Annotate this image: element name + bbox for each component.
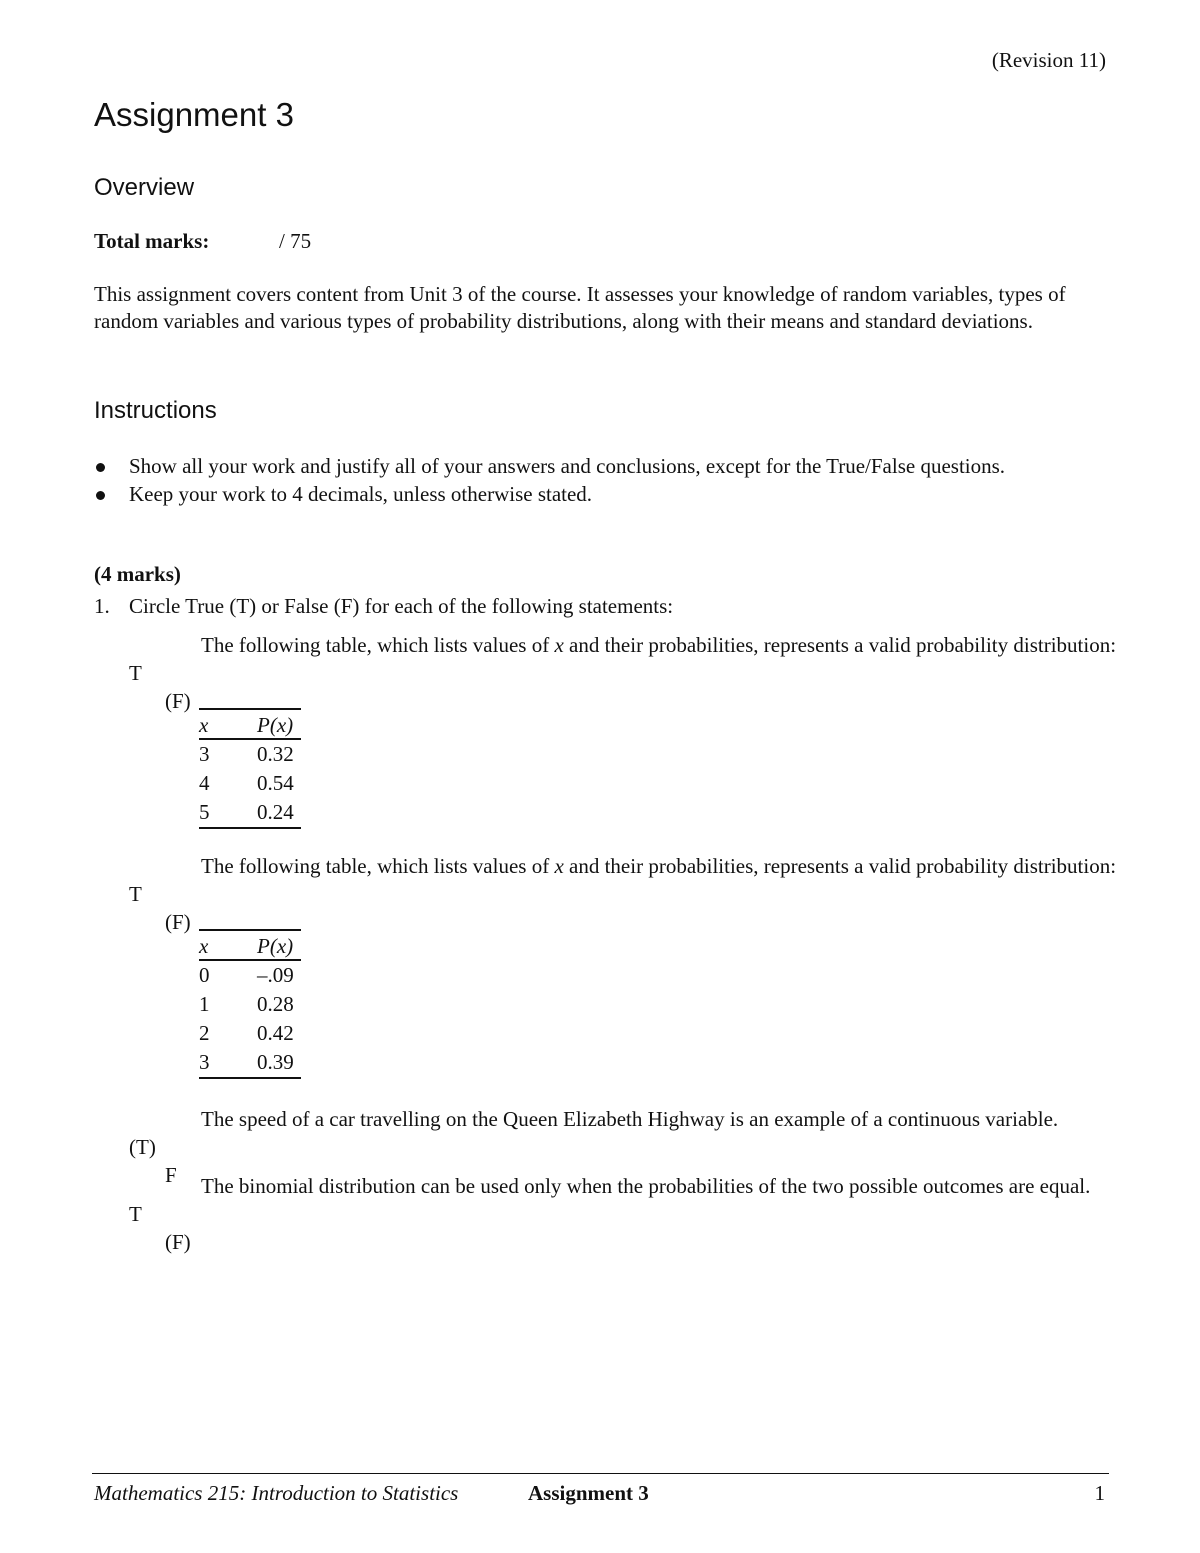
instruction-text: Keep your work to 4 decimals, unless otherwise stated.	[129, 482, 593, 506]
statement-4	[129, 1172, 1119, 1254]
false-option[interactable]: (F)	[165, 910, 191, 934]
document-title: Assignment 3	[94, 96, 294, 133]
question-number: 1.	[94, 594, 110, 618]
list-item	[94, 481, 1114, 508]
true-false-choice	[129, 1172, 191, 1284]
table-row	[199, 769, 301, 798]
statement-1	[129, 631, 1119, 713]
cell-x: 1	[199, 992, 210, 1016]
page-number: 1	[1094, 1481, 1105, 1505]
bullet-icon	[96, 491, 105, 500]
bullet-icon	[96, 463, 105, 472]
column-header-x: x	[199, 930, 257, 960]
statement-text: The binomial distribution can be used only when the probabilities of the two possible outcomes are equal.	[201, 1174, 1091, 1198]
true-option[interactable]: T	[129, 882, 142, 906]
cell-x: 3	[199, 1048, 257, 1078]
footer-course: Mathematics 215: Introduction to Statistics	[94, 1481, 459, 1505]
statement-text	[201, 631, 1119, 659]
statement-text-part: and their probabilities, represents a valid probability distribution:	[563, 854, 1117, 878]
table-row	[199, 990, 301, 1019]
cell-px: –.09	[257, 963, 294, 987]
column-header-px: P(x)	[257, 709, 301, 739]
overview-heading: Overview	[94, 174, 195, 201]
revision-label: (Revision 11)	[991, 48, 1106, 72]
cell-px: 0.42	[257, 1021, 294, 1045]
cell-px: 0.28	[257, 992, 294, 1016]
instruction-text: Show all your work and justify all of your answers and conclusions, except for the True/False questions.	[129, 454, 1006, 478]
true-option[interactable]: T	[129, 1202, 142, 1226]
table-row	[199, 1048, 301, 1078]
question-prompt: Circle True (T) or False (F) for each of the following statements:	[129, 594, 674, 618]
cell-x: 0	[199, 963, 210, 987]
true-false-choice	[129, 852, 191, 964]
statement-text	[201, 852, 1119, 880]
probability-table-1	[199, 708, 301, 829]
instructions-list	[94, 453, 1114, 509]
cell-x: 5	[199, 798, 257, 828]
cell-px: 0.24	[257, 798, 301, 828]
true-option[interactable]: (T)	[129, 1135, 156, 1159]
total-marks-label: Total marks:	[94, 229, 210, 253]
statement-2	[129, 852, 1119, 934]
cell-x: 3	[199, 742, 210, 766]
footer-assignment: Assignment 3	[528, 1481, 649, 1505]
true-false-choice	[129, 631, 191, 743]
cell-x: 4	[199, 771, 210, 795]
cell-x: 2	[199, 1021, 210, 1045]
total-marks-value: / 75	[279, 229, 312, 253]
true-option[interactable]: T	[129, 661, 142, 685]
cell-px: 0.39	[257, 1048, 301, 1078]
probability-table-2	[199, 929, 301, 1079]
variable-x: x	[554, 633, 564, 657]
instructions-heading: Instructions	[94, 397, 217, 424]
false-option[interactable]: (F)	[165, 1230, 191, 1254]
question-1	[94, 594, 673, 619]
table-row	[199, 960, 301, 990]
column-header-x: x	[199, 709, 257, 739]
statement-text-part: and their probabilities, represents a valid probability distribution:	[563, 633, 1117, 657]
question-marks: (4 marks)	[94, 562, 181, 586]
total-marks-row	[94, 229, 311, 254]
footer-divider	[92, 1473, 1109, 1474]
intro-paragraph: This assignment covers content from Unit 3 of the course. It assesses your knowledge of random variables, types of random variables and various types of probability distributions, along with their means and standard deviations.	[94, 282, 1066, 333]
statement-text: The speed of a car travelling on the Queen Elizabeth Highway is an example of a continuous variable.	[201, 1107, 1059, 1131]
statement-text-part: The following table, which lists values of	[201, 633, 555, 657]
table-header-row	[199, 930, 301, 960]
table-row	[199, 798, 301, 828]
table-row	[199, 1019, 301, 1048]
list-item	[94, 453, 1114, 480]
table-header-row	[199, 709, 301, 739]
cell-px: 0.32	[257, 742, 294, 766]
false-option[interactable]: F	[165, 1163, 177, 1187]
statement-text-part: The following table, which lists values of	[201, 854, 555, 878]
variable-x: x	[554, 854, 564, 878]
table-row	[199, 739, 301, 769]
cell-px: 0.54	[257, 771, 294, 795]
column-header-px: P(x)	[257, 930, 301, 960]
false-option[interactable]: (F)	[165, 689, 191, 713]
